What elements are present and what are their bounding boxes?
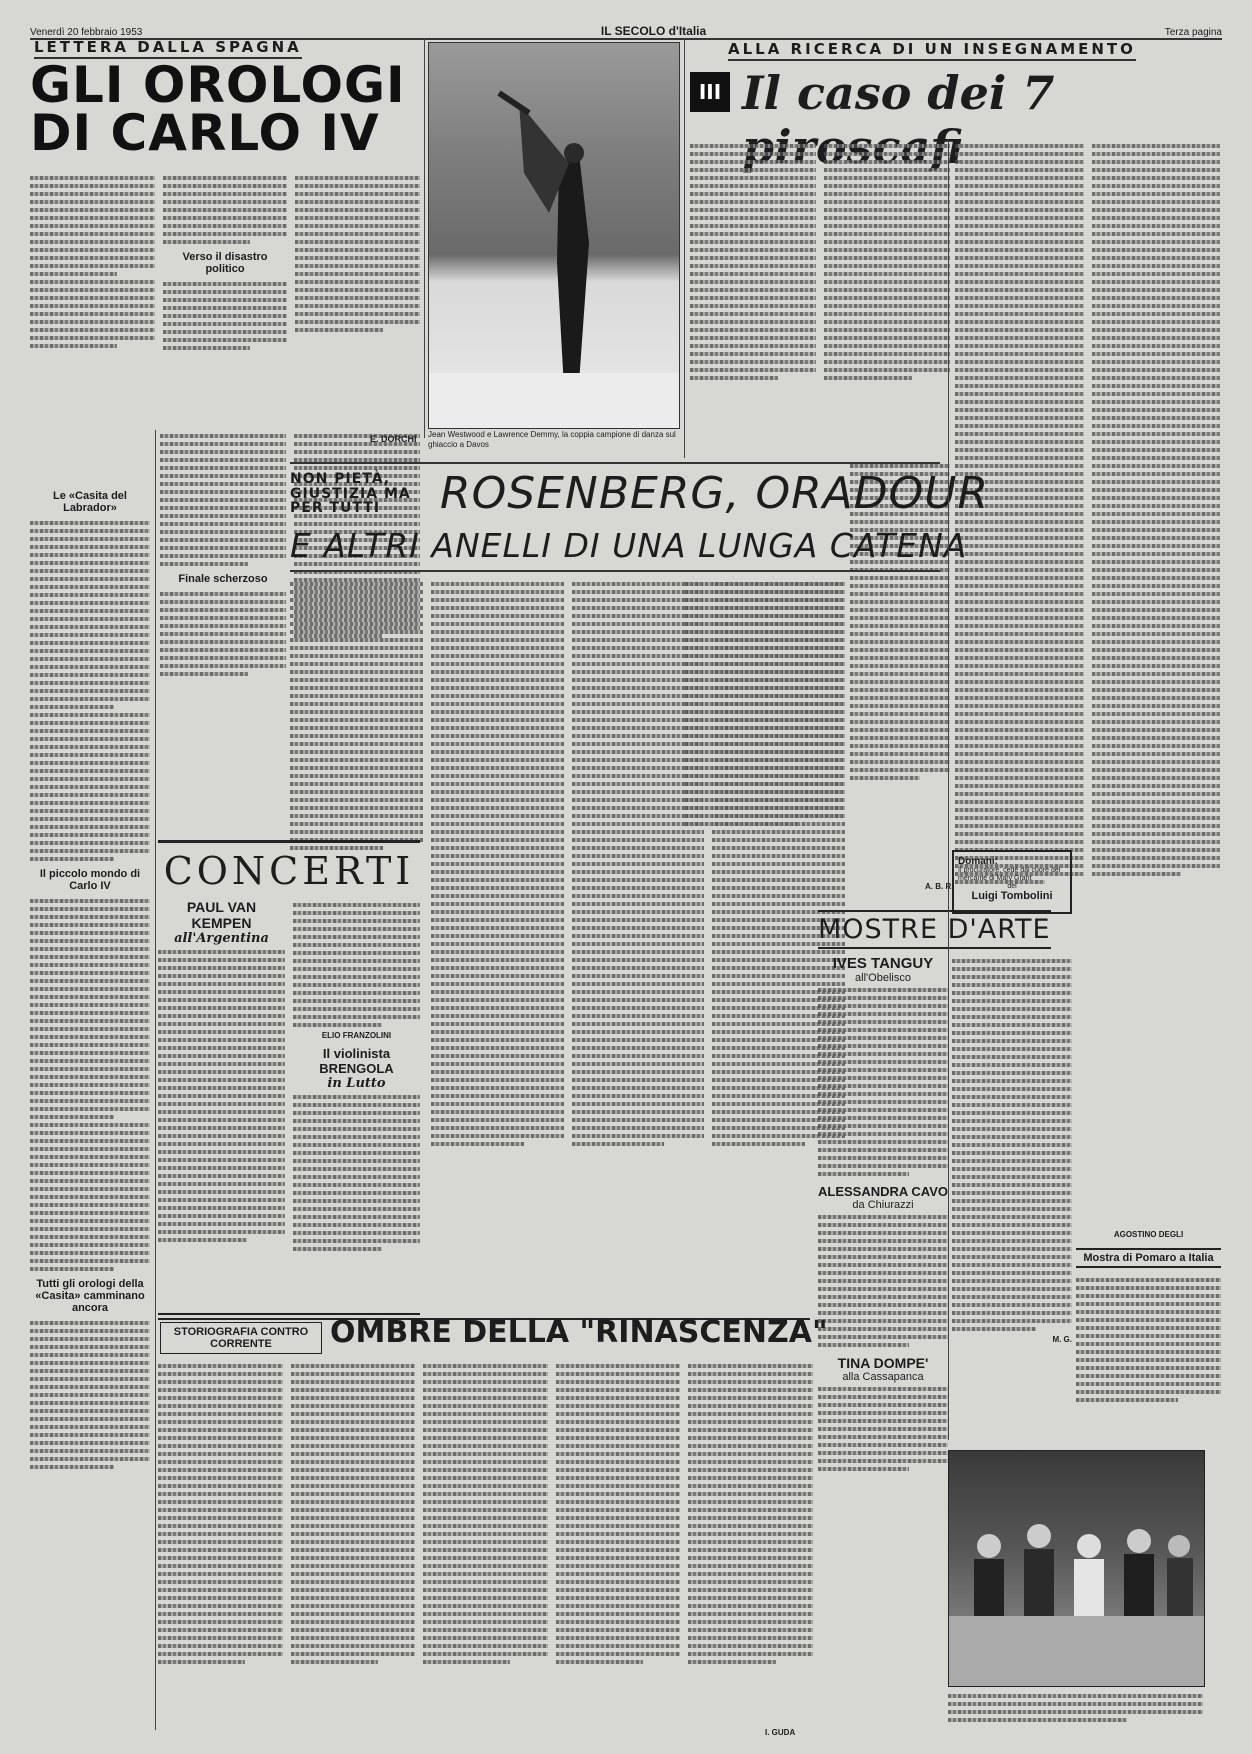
concerti-item1-sub: all'Argentina [174, 931, 269, 946]
mostre-byline: M. G. [1052, 1335, 1072, 1344]
article1-subhead: Tutti gli orologi della «Casita» camminano ancora [35, 1278, 145, 1314]
skaters-figure [429, 43, 679, 428]
article3-body-right [685, 578, 845, 908]
group-photo-caption [948, 1690, 1203, 1730]
mostre-item1-sub: all'Obelisco [855, 972, 911, 984]
article1-subhead: Il piccolo mondo di Carlo IV [39, 868, 141, 892]
column-rule-3 [684, 38, 685, 458]
article1-byline: E. DORCHI [370, 434, 417, 444]
article2-byline: A. B. R. [925, 882, 954, 891]
article2-body-lower [850, 460, 950, 880]
article2-body [690, 140, 950, 450]
mostre-item3-sub: alla Cassapanca [842, 1371, 924, 1383]
article1-title-line1: GLI OROLOGI [30, 56, 406, 114]
group-photo [948, 1450, 1205, 1687]
article2-kicker: ALLA RICERCA DI UN INSEGNAMENTO [728, 40, 1136, 61]
article2-number: III [690, 72, 730, 112]
article1-left-column [30, 430, 150, 1730]
mostre-item2-sub: da Chiurazzi [852, 1199, 914, 1211]
domani-author: Luigi Tombolini [971, 890, 1053, 903]
article1-subhead: Le «Casita del Labrador» [53, 490, 127, 514]
storiografia-kicker: STORIOGRAFIA CONTRO CORRENTE [160, 1322, 322, 1354]
right-column-body [1076, 1274, 1221, 1444]
right-column-byline: AGOSTINO DEGLI [1113, 1230, 1184, 1239]
masthead-bar [30, 18, 1222, 40]
concerti-title: CONCERTI [163, 849, 415, 893]
article1-title-line2: DI CARLO IV [30, 103, 380, 162]
article3-kicker: NON PIETÀ, GIUSTIZIA MA PER TUTTI [290, 471, 411, 517]
column-rule [155, 430, 156, 1730]
article3-title-line1: ROSENBERG, ORADOUR [440, 468, 990, 519]
article1-kicker: LETTERA DALLA SPAGNA [34, 38, 302, 59]
storiografia-body [158, 1360, 813, 1730]
article3-byline: I. GUDA [765, 1728, 796, 1737]
column-rule-4 [948, 140, 949, 1440]
mostre-title: MOSTRE D'ARTE [818, 910, 1051, 949]
mostre-item1-name: IVES TANGUY [832, 955, 934, 972]
mostre-item1 [818, 955, 948, 1475]
domani-text: Il procuratore, cedè dal cuore del mercante di Mary Grant [958, 867, 1061, 883]
group-photo-figures [949, 1451, 1204, 1686]
domani-label: Domani: [958, 856, 998, 867]
article1-subhead: Verso il disastro politico [182, 251, 268, 275]
domani-prefix: del [1007, 883, 1017, 891]
article1-title [30, 56, 406, 162]
page-label: Terza pagina [1164, 27, 1222, 38]
column-rule-2 [424, 38, 425, 438]
mostre-item3-name: TINA DOMPE' [837, 1355, 929, 1371]
photo1-caption: Jean Westwood e Lawrence Demmy, la coppia campione di danza sul ghiaccio a Davos [428, 430, 676, 449]
article1-body-top [30, 172, 420, 422]
concerti-item2-sub: in Lutto [327, 1076, 386, 1091]
storiografia-title: OMBRE DELLA "RINASCENZA" [330, 1315, 828, 1350]
mostre-item2-name: ALESSANDRA CAVO [818, 1184, 949, 1199]
skating-photo [428, 42, 680, 429]
newspaper-name: IL SECOLO d'Italia [600, 24, 707, 38]
article3-rule [290, 462, 940, 464]
concerti-item2-name: Il violinista BRENGOLA [319, 1046, 394, 1076]
domani-box [952, 850, 1072, 914]
concerti-section [158, 840, 420, 1315]
concerti-byline: ELIO FRANZOLINI [321, 1031, 392, 1040]
article3-title-line2: E ALTRI ANELLI DI UNA LUNGA CATENA [290, 526, 968, 565]
concerti-item1-name: PAUL VAN KEMPEN [186, 899, 257, 931]
article1-subhead: Finale scherzoso [178, 573, 268, 585]
issue-date: Venerdì 20 febbraio 1953 [30, 27, 143, 38]
article2-title: Il caso dei 7 [742, 66, 1055, 120]
right-column-box-title: Mostra di Pomaro a Italia [1076, 1248, 1221, 1268]
article3-rule-bottom [290, 570, 940, 572]
mostre-body [952, 955, 1072, 1435]
